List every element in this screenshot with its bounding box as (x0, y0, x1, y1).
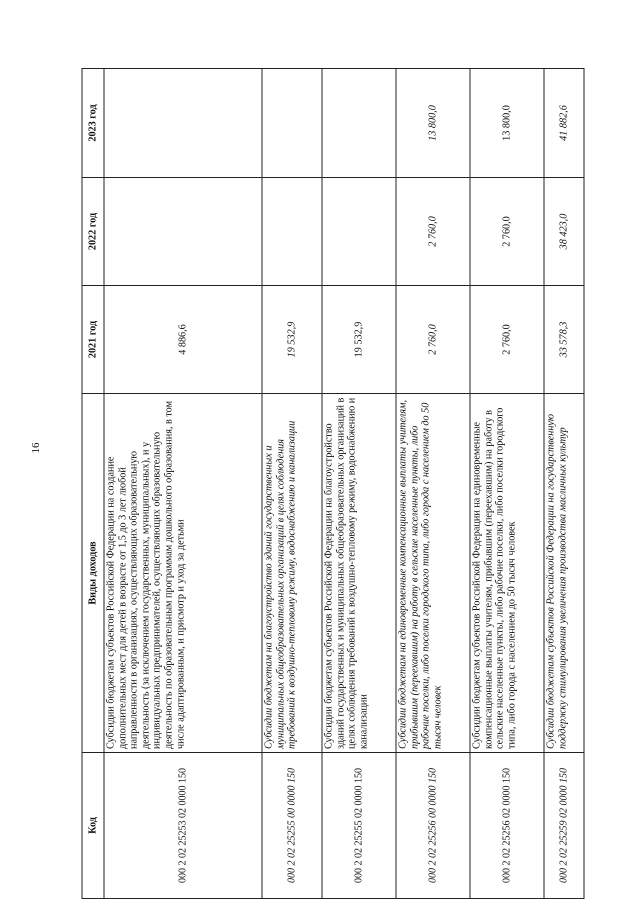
row-code: 000 2 02 25255 00 0000 150 (262, 753, 322, 899)
row-value-2022 (262, 178, 322, 286)
row-value-2022: 2 760,0 (470, 178, 544, 286)
row-value-2021: 19 532,9 (322, 286, 396, 394)
table-row (470, 69, 544, 899)
row-value-2023 (262, 69, 322, 178)
header-code: Код (82, 753, 104, 899)
row-value-2021: 19 532,9 (262, 286, 322, 394)
header-2023: 2023 год (82, 69, 104, 178)
row-value-2021: 2 760,0 (396, 286, 470, 394)
row-name: Субсидии бюджетам на благоустройство зданий государственных и муниципальных общеобразовательных организаций в целях соблюдения требований к воздушно-тепловому режиму, водоснабжению и канализации (262, 394, 322, 753)
row-name: Субсидии бюджетам субъектов Российской Федерации на создание дополнительных мест для детей в возрасте от 1,5 до 3 лет любой направленности в организациях, осуществляющих образовательную деятельность (за исключением государственных, муниципальных), и у индивидуальных предпринимателей, осуществляющих образовательную деятельность по образовательным программам дошкольного образования, в том числе адаптированным, и присмотр и уход за детьми (104, 394, 262, 753)
row-code: 000 2 02 25253 02 0000 150 (104, 753, 262, 899)
row-value-2023 (322, 69, 396, 178)
row-value-2022: 2 760,0 (396, 178, 470, 286)
header-income-type: Виды доходов (82, 394, 104, 753)
income-table-rotated (82, 69, 570, 899)
row-value-2022: 38 423,0 (544, 178, 584, 286)
row-name: Субсидии бюджетам субъектов Российской Федерации на государственную поддержку стимулирования увеличения производства масличных культур (544, 394, 584, 753)
row-name: Субсидии бюджетам субъектов Российской Федерации на благоустройство зданий государственных и муниципальных общеобразовательных организаций в целях соблюдения требований к воздушно-тепловому режиму, водоснабжению и канализации (322, 394, 396, 753)
row-value-2021: 2 760,0 (470, 286, 544, 394)
row-code: 000 2 02 25259 02 0000 150 (544, 753, 584, 899)
table-row (322, 69, 396, 899)
row-value-2023: 13 800,0 (396, 69, 470, 178)
row-value-2021: 4 886,6 (104, 286, 262, 394)
table-row (104, 69, 262, 899)
table-row (262, 69, 322, 899)
table-header-row (82, 69, 104, 899)
row-value-2022 (322, 178, 396, 286)
table-row (544, 69, 584, 899)
page-number: 16 (30, 442, 42, 454)
row-value-2023 (104, 69, 262, 178)
row-code: 000 2 02 25255 02 0000 150 (322, 753, 396, 899)
row-name: Субсидии бюджетам субъектов Российской Федерации на единовременные компенсационные выплаты учителям, прибывшим (переехавшим) на работу в сельские населенные пункты, либо рабочие поселки, либо поселки городского типа, либо города с населением до 50 тысяч человек (470, 394, 544, 753)
table-row (396, 69, 470, 899)
row-value-2022 (104, 178, 262, 286)
row-name: Субсидии бюджетам на единовременные компенсационные выплаты учителям, прибывшим (переехавшим) на работу в сельские населенные пункты, либо рабочие поселки, либо поселки городского типа, либо города с населением до 50 тысяч человек (396, 394, 470, 753)
row-value-2023: 13 800,0 (470, 69, 544, 178)
row-value-2021: 33 578,3 (544, 286, 584, 394)
income-table (82, 68, 585, 899)
header-2022: 2022 год (82, 178, 104, 286)
row-value-2023: 41 882,6 (544, 69, 584, 178)
header-2021: 2021 год (82, 286, 104, 394)
row-code: 000 2 02 25256 00 0000 150 (396, 753, 470, 899)
row-code: 000 2 02 25256 02 0000 150 (470, 753, 544, 899)
